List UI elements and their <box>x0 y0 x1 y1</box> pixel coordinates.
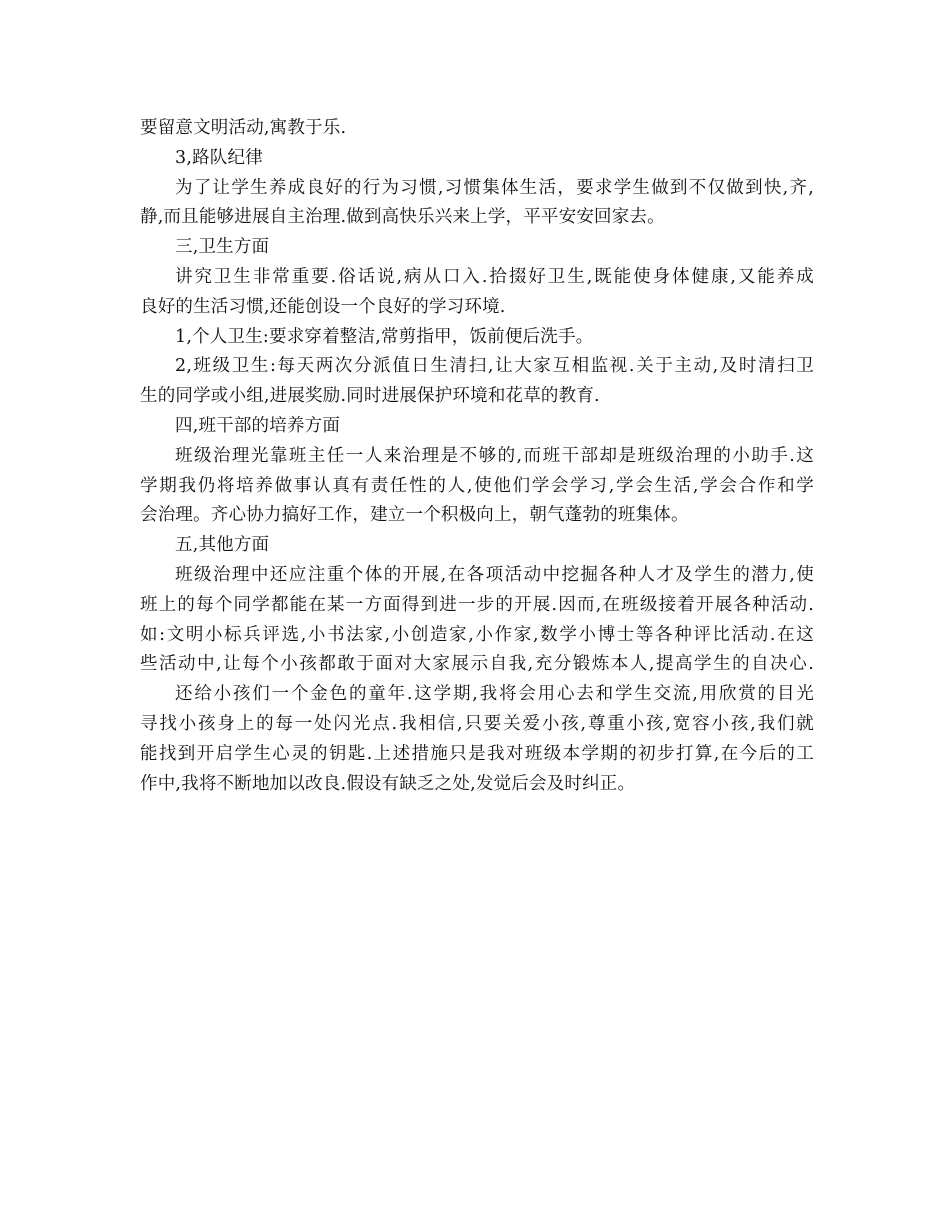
text-line: 班级治理光靠班主任一人来治理是不够的,而班干部却是班级治理的小助手.这 <box>175 445 814 466</box>
text-line: 静,而且能够进展自主治理.做到高快乐兴来上学，平平安安回家去。 <box>140 207 665 228</box>
text-line: 能找到开启学生心灵的钥匙.上述措施只是我对班级本学期的初步打算,在今后的工 <box>140 743 814 764</box>
text-line: 讲究卫生非常重要.俗话说,病从口入.拾掇好卫生,既能使身体健康,又能养成 <box>175 266 814 287</box>
text-line: 寻找小孩身上的每一处闪光点.我相信,只要关爱小孩,尊重小孩,宽容小孩,我们就 <box>140 713 814 734</box>
text-line: 三,卫生方面 <box>175 237 270 258</box>
text-line: 要留意文明活动,寓教于乐. <box>140 118 347 138</box>
text-line: 2,班级卫生:每天两次分派值日生清扫,让大家互相监视.关于主动,及时清扫卫 <box>175 356 814 377</box>
text-line: 1,个人卫生:要求穿着整洁,常剪指甲，饭前便后洗手。 <box>175 326 594 347</box>
text-line: 如:文明小标兵评选,小书法家,小创造家,小作家,数学小博士等各种评比活动.在这 <box>140 624 814 645</box>
text-line: 会治理。齐心协力搞好工作，建立一个积极向上，朝气蓬勃的班集体。 <box>140 505 689 526</box>
text-line: 五,其他方面 <box>175 535 270 556</box>
text-line: 生的同学或小组,进展奖励.同时进展保护环境和花草的教育. <box>140 386 600 407</box>
text-line: 班上的每个同学都能在某一方面得到进一步的开展.因而,在班级接着开展各种活动. <box>140 594 814 615</box>
text-line: 作中,我将不断地加以改良.假设有缺乏之处,发觉后会及时纠正。 <box>140 773 636 794</box>
text-line: 3,路队纪律 <box>175 147 263 168</box>
document-body <box>140 114 814 799</box>
text-line: 还给小孩们一个金色的童年.这学期,我将会用心去和学生交流,用欣赏的目光 <box>175 684 814 705</box>
text-line: 为了让学生养成良好的行为习惯,习惯集体生活，要求学生做到不仅做到快,齐, <box>175 177 814 198</box>
text-line: 些活动中,让每个小孩都敢于面对大家展示自我,充分锻炼本人,提高学生的自决心. <box>140 654 814 675</box>
text-line: 班级治理中还应注重个体的开展,在各项活动中挖掘各种人才及学生的潜力,使 <box>175 564 814 585</box>
text-line: 学期我仍将培养做事认真有责任性的人,使他们学会学习,学会生活,学会合作和学 <box>140 475 814 496</box>
text-line: 四,班干部的培养方面 <box>175 415 341 436</box>
text-line: 良好的生活习惯,还能创设一个良好的学习环境. <box>140 296 506 317</box>
